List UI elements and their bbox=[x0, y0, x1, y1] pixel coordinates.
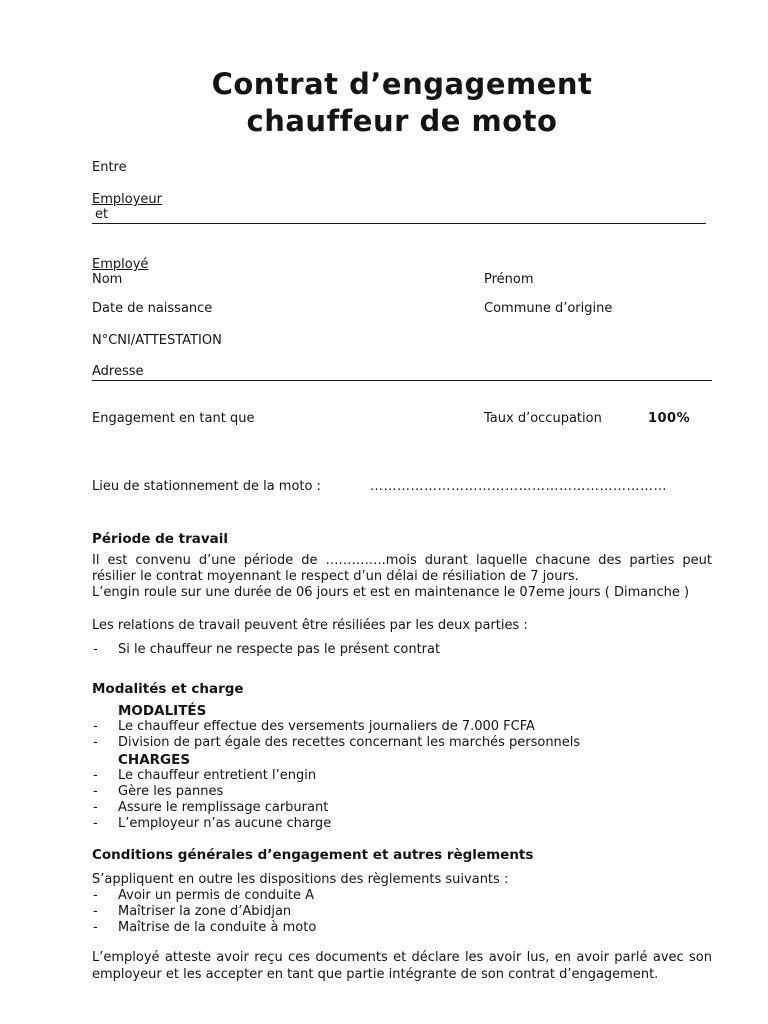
adresse-label: Adresse bbox=[92, 364, 144, 379]
conditions-heading: Conditions générales d’engagement et autres règlements bbox=[92, 846, 534, 863]
list-item: - Avoir un permis de conduite A bbox=[93, 887, 314, 903]
employe-section-label: Employé bbox=[92, 257, 149, 272]
lieu-row bbox=[92, 479, 712, 494]
title-line-1: Contrat d’engagement bbox=[211, 67, 593, 101]
taux-occupation-value: 100% bbox=[647, 411, 691, 426]
et-label: et bbox=[95, 207, 109, 222]
document-title bbox=[92, 66, 712, 140]
lieu-dotted-line: ………………………………………………………… bbox=[370, 479, 667, 494]
charges-subheading: CHARGES bbox=[118, 751, 191, 768]
periode-heading: Période de travail bbox=[92, 531, 229, 547]
modalites-subheading: MODALITÉS bbox=[118, 703, 207, 720]
list-item: - Maîtriser la zone d’Abidjan bbox=[93, 904, 292, 920]
date-naissance-label: Date de naissance bbox=[92, 301, 213, 316]
periode-paragraph-relations: Les relations de travail peuvent être résiliées par les deux parties : bbox=[92, 617, 528, 633]
periode-paragraph-convenu: Il est convenu d’une période de …………..mois durant laquelle chacune des parties peut résilier le contrat moyennant le respect d’un délai de résiliation de 7 jours. bbox=[92, 553, 712, 585]
list-item: - Maîtrise de la conduite à moto bbox=[93, 920, 317, 936]
periode-paragraph-engin: L’engin roule sur une durée de 06 jours et est en maintenance le 07eme jours ( Dimanche ) bbox=[92, 585, 690, 601]
taux-occupation-label: Taux d’occupation bbox=[484, 411, 602, 426]
engagement-label: Engagement en tant que bbox=[92, 411, 255, 426]
title-line-2: chauffeur de moto bbox=[246, 104, 558, 138]
cni-row bbox=[92, 333, 712, 349]
nom-label: Nom bbox=[92, 272, 123, 287]
employeur-label: Employeur bbox=[92, 192, 162, 207]
commune-origine-label: Commune d’origine bbox=[484, 301, 613, 316]
modalites-heading: Modalités et charge bbox=[92, 681, 244, 698]
lieu-stationnement-label: Lieu de stationnement de la moto : bbox=[92, 479, 321, 494]
birth-row bbox=[92, 301, 712, 317]
list-item: - Le chauffeur effectue des versements journaliers de 7.000 FCFA bbox=[93, 719, 535, 735]
list-item: - Assure le remplissage carburant bbox=[93, 800, 329, 816]
closing-paragraph: L’employé atteste avoir reçu ces documents et déclare les avoir lus, en avoir parlé avec son employeur et les accepter en tant que partie intégrante de son contrat d’engagement. bbox=[92, 950, 712, 982]
prenom-label: Prénom bbox=[484, 272, 534, 287]
adresse-fill-line bbox=[92, 364, 712, 381]
engagement-row bbox=[92, 411, 712, 427]
conditions-intro: S’appliquent en outre les dispositions des règlements suivants : bbox=[92, 871, 509, 887]
name-row bbox=[92, 272, 712, 288]
cni-label: N°CNI/ATTESTATION bbox=[92, 333, 222, 348]
taux-group bbox=[484, 411, 712, 427]
entre-label: Entre bbox=[92, 160, 127, 175]
list-item: - Si le chauffeur ne respecte pas le présent contrat bbox=[93, 641, 441, 657]
list-item: - Le chauffeur entretient l’engin bbox=[93, 767, 317, 783]
list-item: - Gère les pannes bbox=[93, 784, 224, 800]
et-fill-line bbox=[92, 207, 706, 224]
list-item: - L’employeur n’as aucune charge bbox=[93, 816, 332, 832]
document-content bbox=[92, 66, 712, 983]
list-item: - Division de part égale des recettes concernant les marchés personnels bbox=[93, 735, 581, 751]
